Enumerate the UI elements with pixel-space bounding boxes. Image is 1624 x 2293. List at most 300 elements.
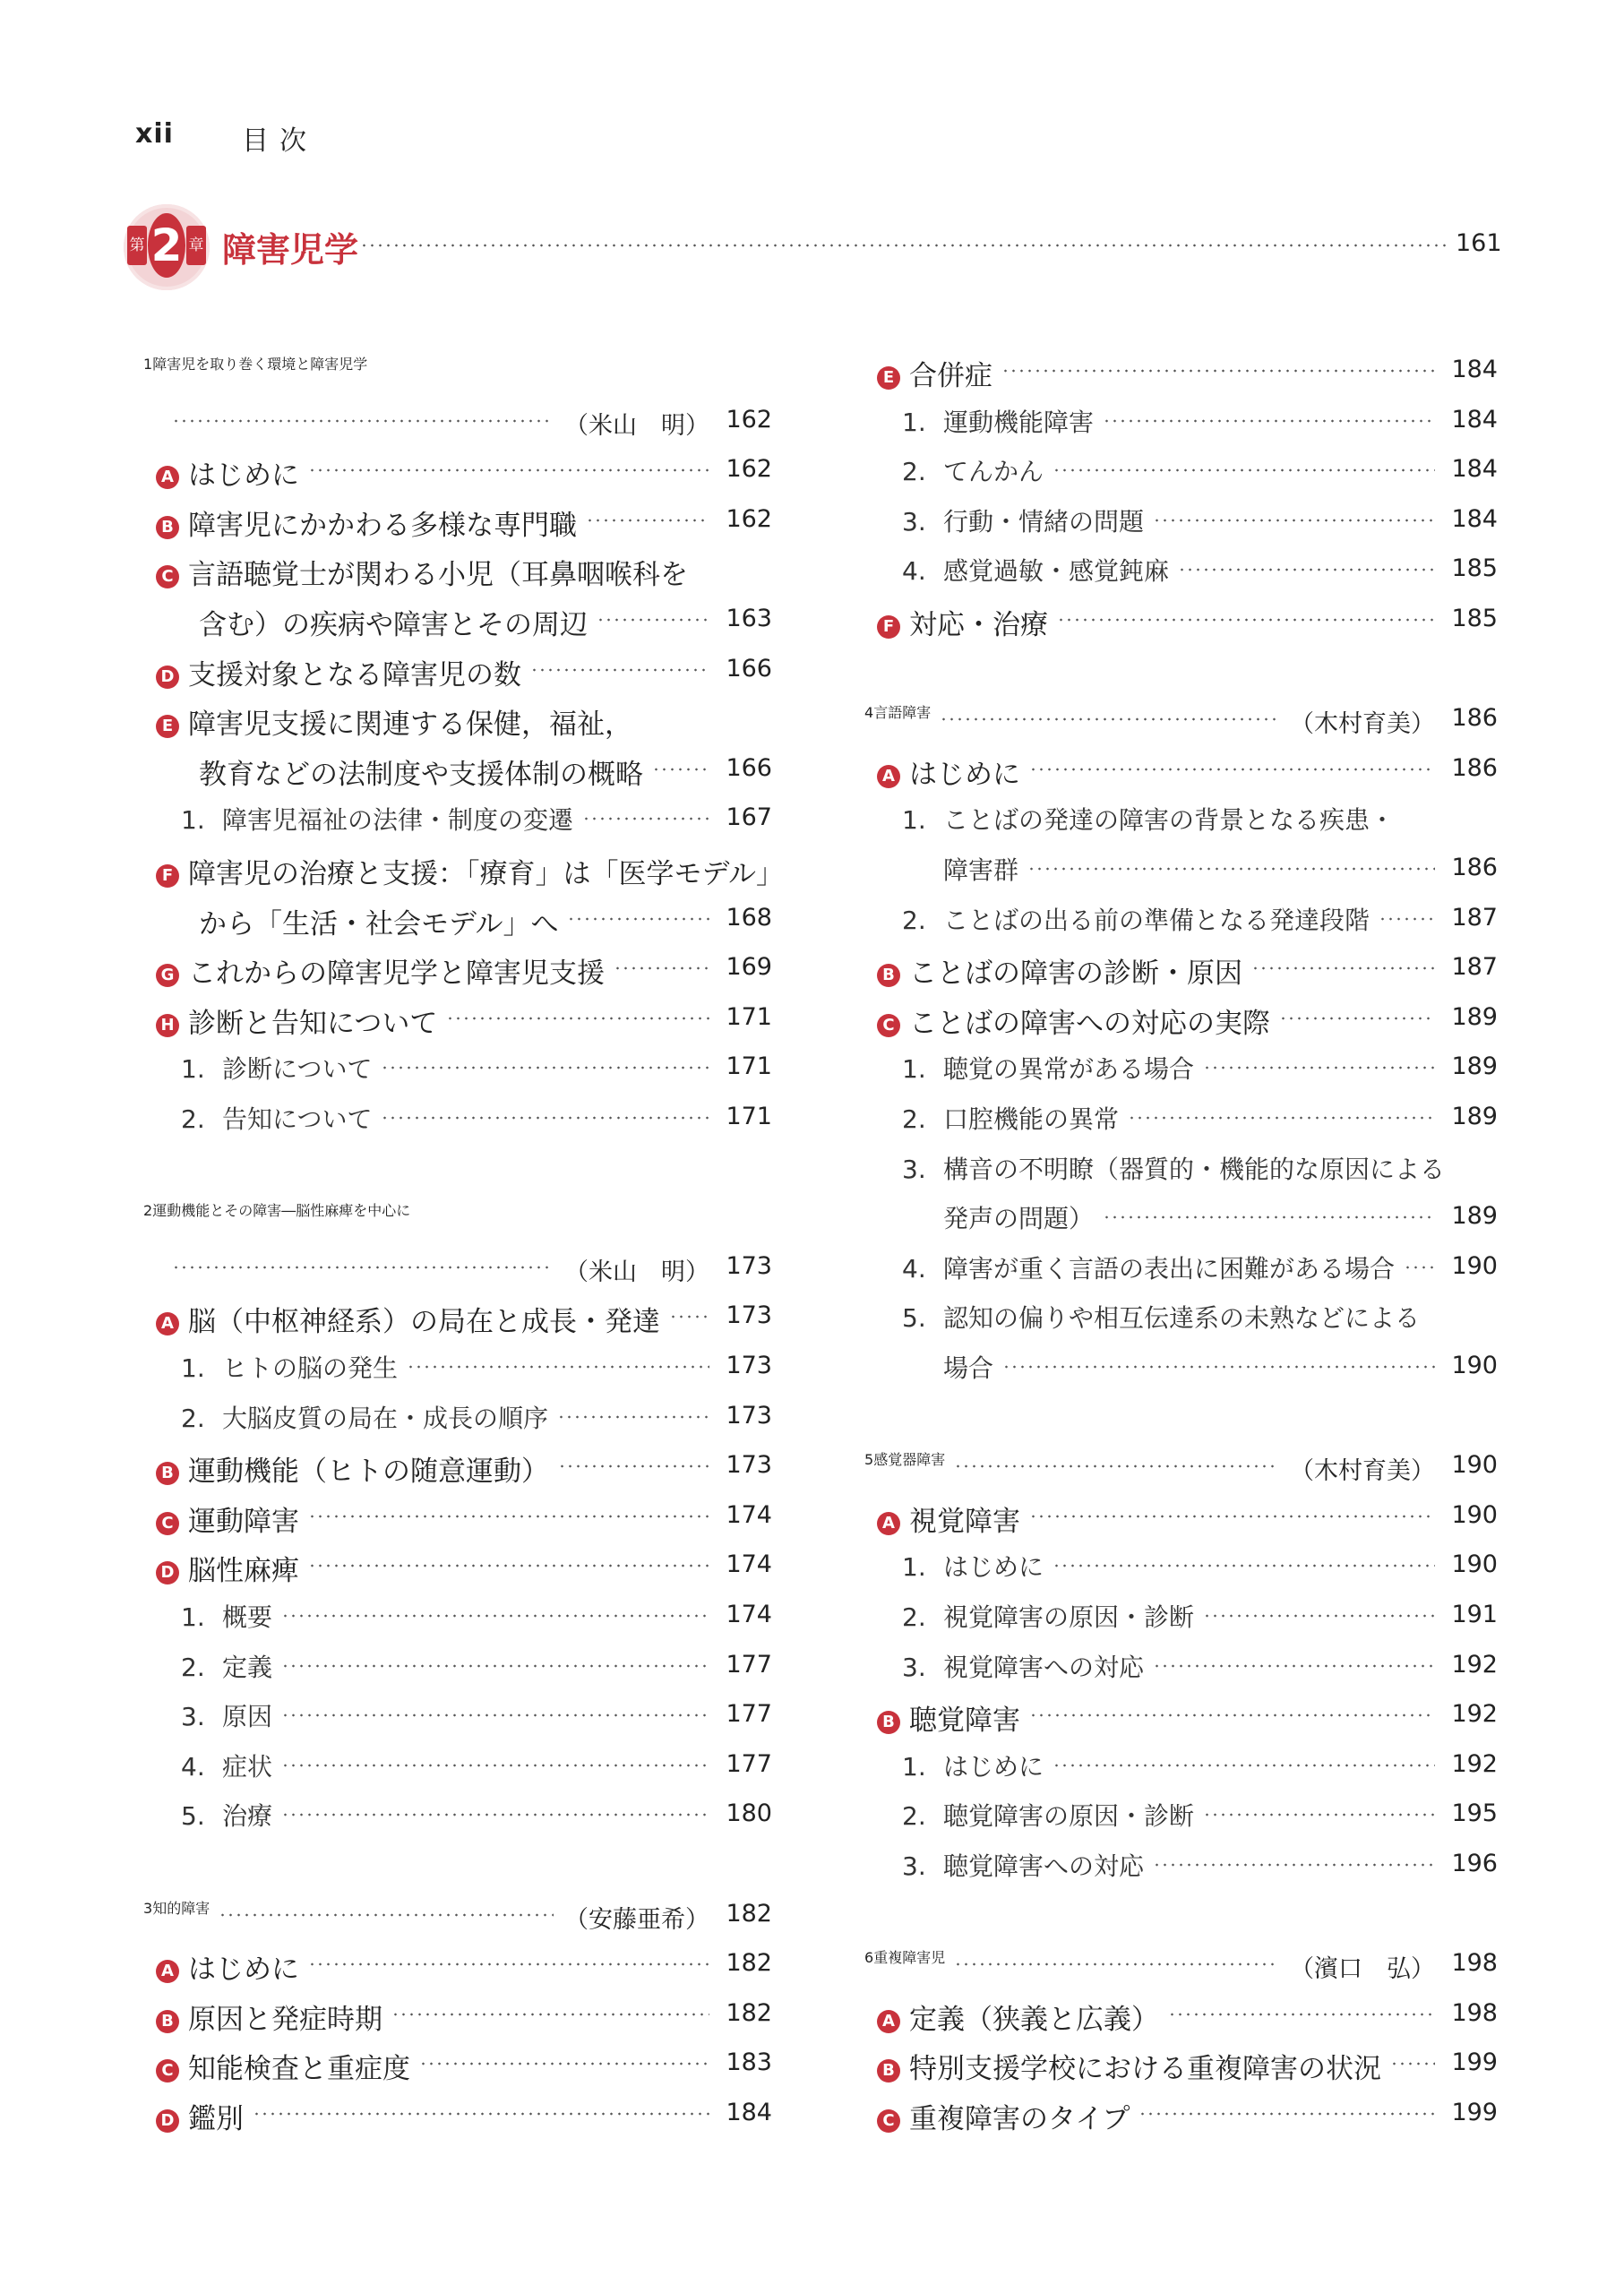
- toc-label: [902, 1748, 1044, 1783]
- item-number: 3.: [902, 506, 926, 537]
- chapter-prefix: 第: [127, 226, 147, 265]
- item-number: 4.: [902, 556, 926, 587]
- toc-item[interactable]: [902, 1044, 1498, 1087]
- toc-label: [181, 1050, 372, 1086]
- toc-page-number: 162: [726, 504, 772, 533]
- toc-text: これからの障害児学と障害児支援: [188, 958, 605, 991]
- letter-badge-icon: A: [156, 466, 179, 489]
- leader-dots: [172, 1266, 554, 1269]
- toc-page-number: 166: [726, 753, 772, 782]
- letter-badge-icon: E: [877, 366, 900, 390]
- toc-entry[interactable]: [156, 1493, 772, 1536]
- toc-entry[interactable]: [877, 348, 1498, 391]
- toc-entry[interactable]: [156, 1991, 772, 2034]
- toc-text: ことばの出る前の準備となる発達段階: [943, 905, 1371, 935]
- item-number: 3.: [181, 1702, 205, 1732]
- item-number: 1.: [902, 1552, 926, 1583]
- toc-entry[interactable]: [172, 398, 772, 441]
- toc-label: [181, 1349, 398, 1385]
- toc-page-number: 180: [726, 1799, 772, 1828]
- toc-label: [877, 602, 1048, 642]
- chapter-title[interactable]: 障害児学: [222, 230, 359, 270]
- chapter-suffix: 章: [186, 226, 206, 265]
- toc-page-number: 196: [1451, 1850, 1498, 1877]
- leader-dots: [391, 2013, 709, 2016]
- toc-label: [864, 1946, 945, 1967]
- toc-entry[interactable]: [156, 1293, 772, 1339]
- toc-page-number: 192: [1451, 1700, 1498, 1729]
- toc-section[interactable]: [864, 1443, 1498, 1486]
- toc-text: てんかん: [943, 457, 1044, 487]
- toc-text: 脳（中枢神経系）の局在と成長・発達: [188, 1306, 660, 1339]
- toc-page-number: 182: [726, 1899, 772, 1928]
- toc-text: 言語障害: [873, 704, 932, 722]
- toc-text: ことばの障害への対応の実際: [909, 1007, 1270, 1040]
- leader-dots: [1103, 1215, 1435, 1219]
- toc-label: [902, 801, 1395, 837]
- toc-label: [181, 1748, 272, 1783]
- item-number: 5.: [181, 1801, 205, 1832]
- toc-section[interactable]: [143, 1892, 772, 1935]
- toc-page-number: 185: [1451, 554, 1498, 583]
- item-number: 2.: [181, 1403, 205, 1433]
- toc-item[interactable]: [181, 1742, 772, 1785]
- toc-page-number: 199: [1451, 2048, 1498, 2077]
- toc-text: 概要: [222, 1602, 273, 1632]
- leader-dots: [1053, 1564, 1435, 1567]
- leader-dots: [940, 717, 1279, 721]
- toc-text: はじめに: [909, 758, 1020, 791]
- toc-label: [156, 851, 784, 891]
- toc-entry[interactable]: [877, 995, 1498, 1038]
- toc-label: [156, 1299, 660, 1339]
- leader-dots: [1139, 2112, 1435, 2116]
- toc-entry[interactable]: [156, 1941, 772, 1987]
- toc-label: [877, 353, 992, 393]
- toc-page-number: 182: [726, 1998, 772, 2027]
- leader-dots: [530, 668, 709, 672]
- letter-badge-icon: D: [156, 1561, 179, 1584]
- leader-dots: [219, 1913, 554, 1917]
- leader-dots: [567, 917, 709, 921]
- toc-label: [902, 1050, 1194, 1086]
- toc-page-number: 186: [1451, 854, 1498, 881]
- toc-text: 脳性麻痺: [188, 1555, 299, 1588]
- toc-text: 聴覚障害の原因・診断: [943, 1801, 1195, 1832]
- toc-label: [877, 950, 1242, 991]
- toc-page-number: 190: [1451, 1550, 1498, 1579]
- toc-item[interactable]: [902, 1293, 1498, 1336]
- toc-item[interactable]: [902, 398, 1498, 441]
- toc-text: 口腔機能の異常: [943, 1104, 1120, 1134]
- leader-dots: [1053, 1764, 1435, 1767]
- toc-page-number: 184: [726, 2099, 772, 2126]
- leader-dots: [614, 966, 709, 970]
- toc-item[interactable]: [902, 1095, 1498, 1138]
- leader-dots: [308, 1564, 709, 1567]
- toc-item[interactable]: [902, 1643, 1498, 1686]
- item-number: 1.: [181, 1353, 205, 1383]
- toc-label: [181, 1797, 272, 1833]
- toc-item[interactable]: [181, 1791, 772, 1834]
- toc-item[interactable]: [181, 1593, 772, 1636]
- toc-text: 鑑別: [188, 2103, 244, 2135]
- toc-item[interactable]: [181, 1643, 772, 1686]
- toc-text: 行動・情緒の問題: [943, 506, 1145, 537]
- letter-badge-icon: A: [156, 1312, 179, 1335]
- toc-item[interactable]: [902, 1842, 1498, 1885]
- item-number: 3.: [902, 1851, 926, 1881]
- toc-entry[interactable]: [877, 945, 1498, 991]
- item-number: 4.: [902, 1253, 926, 1284]
- item-number: 1.: [902, 1751, 926, 1782]
- toc-label: [902, 1150, 1445, 1186]
- toc-page-number: 189: [1451, 1002, 1498, 1031]
- leader-dots: [1203, 1066, 1435, 1069]
- toc-section[interactable]: [143, 1194, 772, 1237]
- toc-entry[interactable]: [156, 1443, 772, 1489]
- leader-dots: [1390, 2062, 1435, 2065]
- letter-badge-icon: A: [877, 1512, 900, 1535]
- toc-label: [943, 1199, 1094, 1235]
- toc-label: [143, 1199, 410, 1220]
- item-number: 1.: [181, 1602, 205, 1632]
- toc-item[interactable]: [902, 1542, 1498, 1585]
- toc-text: 知的障害: [152, 1899, 211, 1917]
- toc-text: 聴覚障害: [909, 1705, 1020, 1738]
- leader-dots: [281, 1664, 709, 1668]
- toc-page-number: 173: [726, 1251, 772, 1280]
- leader-dots: [308, 468, 709, 472]
- toc-page-number: 183: [726, 2048, 772, 2077]
- item-number: 1.: [902, 407, 926, 437]
- toc-label: [156, 552, 688, 592]
- toc-label: [877, 1001, 1270, 1041]
- toc-label: [902, 1299, 1420, 1335]
- toc-text: から「生活・社会モデル」へ: [199, 907, 559, 940]
- item-number: 3.: [902, 1154, 926, 1184]
- toc-label: [156, 2096, 244, 2136]
- leader-dots: [281, 1764, 709, 1767]
- leader-dots: [419, 2062, 709, 2065]
- letter-badge-icon: C: [156, 2059, 179, 2083]
- toc-text: 告知について: [222, 1104, 373, 1134]
- letter-badge-icon: H: [156, 1014, 179, 1037]
- section-number: 2: [143, 1202, 153, 1220]
- toc-text: 聴覚の異常がある場合: [943, 1054, 1195, 1085]
- toc-label: [156, 2046, 410, 2086]
- toc-text: 診断について: [222, 1054, 373, 1085]
- toc-label: [199, 602, 588, 642]
- toc-label: [902, 403, 1094, 439]
- section-number: 4: [864, 704, 874, 722]
- toc-page-number: 167: [726, 803, 772, 832]
- toc-text: はじめに: [943, 1751, 1044, 1782]
- item-number: 2.: [902, 1104, 926, 1134]
- toc-text: 大脳皮質の局在・成長の順序: [222, 1403, 549, 1433]
- section-number: 6: [864, 1949, 874, 1967]
- letter-badge-icon: C: [877, 1014, 900, 1037]
- leader-dots: [1203, 1614, 1435, 1618]
- toc-label: [156, 502, 577, 543]
- toc-label: [156, 1946, 299, 1987]
- letter-badge-icon: G: [156, 964, 179, 987]
- letter-badge-icon: A: [877, 2010, 900, 2033]
- toc-text: 重複障害児: [873, 1949, 946, 1967]
- toc-text: ことばの障害の診断・原因: [909, 958, 1242, 991]
- toc-page-number: 173: [726, 1401, 772, 1430]
- chapter-page-number: 161: [1456, 229, 1502, 257]
- toc-text: 視覚障害への対応: [943, 1652, 1145, 1682]
- toc-entry[interactable]: [877, 746, 1498, 789]
- toc-page-number: 190: [1451, 1352, 1498, 1379]
- leader-dots: [172, 419, 554, 423]
- leader-dots: [1153, 1863, 1435, 1867]
- leader-dots: [1251, 966, 1435, 970]
- toc-label: [156, 1001, 437, 1041]
- leader-dots: [652, 768, 709, 771]
- letter-badge-icon: B: [877, 2059, 900, 2083]
- toc-item[interactable]: [943, 1344, 1498, 1387]
- toc-text: 運動機能（ヒトの随意運動）: [188, 1456, 549, 1489]
- toc-entry[interactable]: [156, 696, 772, 742]
- leader-dots: [1053, 468, 1435, 472]
- item-number: 5.: [902, 1303, 926, 1334]
- toc-page-number: 191: [1451, 1601, 1498, 1628]
- toc-label: [902, 552, 1169, 588]
- toc-label: [864, 1448, 945, 1469]
- toc-label: [902, 1100, 1119, 1136]
- toc-page-number: 187: [1451, 953, 1498, 982]
- toc-entry[interactable]: [156, 447, 772, 493]
- letter-badge-icon: D: [156, 666, 179, 689]
- toc-label: [156, 1499, 299, 1539]
- toc-text: 重複障害のタイプ: [909, 2103, 1130, 2135]
- leader-dots: [308, 1962, 709, 1966]
- toc-text: 特別支援学校における重複障害の状況: [909, 2053, 1381, 2086]
- toc-text: 運動機能とその障害―脳性麻痺を中心に: [152, 1202, 411, 1220]
- toc-label: [902, 1847, 1144, 1883]
- toc-page-number: 168: [726, 903, 772, 932]
- toc-entry[interactable]: [199, 746, 772, 789]
- toc-label: [156, 1997, 382, 2037]
- toc-label: [943, 851, 1018, 887]
- toc-item[interactable]: [902, 546, 1498, 589]
- leader-dots: [669, 1315, 709, 1318]
- leader-dots: [407, 1365, 709, 1369]
- toc-entry[interactable]: [199, 896, 772, 939]
- letter-badge-icon: F: [877, 615, 900, 639]
- leader-dots: [954, 1962, 1279, 1966]
- toc-label: [902, 1648, 1144, 1684]
- toc-text: 障害児にかかわる多様な専門職: [188, 509, 577, 542]
- toc-text: 場合: [943, 1353, 994, 1383]
- toc-page-number: 189: [1451, 1202, 1498, 1231]
- toc-entry[interactable]: [877, 597, 1498, 640]
- letter-badge-icon: C: [156, 565, 179, 588]
- toc-page-number: 198: [1451, 1998, 1498, 2027]
- item-number: 1.: [902, 805, 926, 836]
- toc-label: [156, 452, 299, 493]
- leader-dots: [1027, 867, 1435, 871]
- toc-page-number: 185: [1451, 605, 1498, 632]
- toc-entry[interactable]: [156, 647, 772, 690]
- toc-text: 障害が重く言語の表出に困難がある場合: [943, 1253, 1396, 1284]
- toc-entry[interactable]: [156, 995, 772, 1038]
- toc-entry[interactable]: [199, 597, 772, 640]
- toc-text: 感覚過敏・感覚鈍麻: [943, 556, 1170, 587]
- toc-item[interactable]: [902, 447, 1498, 490]
- toc-item[interactable]: [902, 1244, 1498, 1287]
- letter-badge-icon: B: [877, 1711, 900, 1734]
- item-number: 1.: [902, 1054, 926, 1085]
- toc-entry[interactable]: [156, 497, 772, 540]
- toc-entry[interactable]: [156, 2040, 772, 2086]
- toc-entry[interactable]: [172, 1244, 772, 1287]
- leader-dots: [597, 618, 709, 622]
- toc-page-number: 184: [1451, 356, 1498, 383]
- toc-label: [181, 1648, 272, 1684]
- toc-text: 原因と発症時期: [188, 2003, 382, 2036]
- toc-entry[interactable]: [156, 546, 772, 592]
- toc-text: 障害児福祉の法律・制度の変遷: [222, 805, 574, 836]
- letter-badge-icon: C: [156, 1512, 179, 1535]
- running-title: 目次: [242, 125, 317, 157]
- toc-item[interactable]: [181, 1692, 772, 1735]
- toc-label: [181, 1399, 548, 1435]
- toc-text: 視覚障害の原因・診断: [943, 1602, 1195, 1632]
- toc-page-number: 162: [726, 455, 772, 484]
- toc-label: [199, 751, 643, 792]
- toc-entry[interactable]: [156, 1542, 772, 1588]
- toc-text: 障害児支援に関連する保健，福祉，: [188, 709, 632, 742]
- leader-dots: [558, 1464, 709, 1468]
- toc-entry[interactable]: [877, 1493, 1498, 1536]
- leader-dots: [381, 1066, 709, 1069]
- toc-text: 感覚器障害: [873, 1451, 946, 1469]
- toc-text: 構音の不明瞭（器質的・機能的な原因による: [943, 1154, 1446, 1184]
- item-number: 3.: [902, 1652, 926, 1682]
- letter-badge-icon: B: [156, 516, 179, 539]
- leader-dots: [1057, 618, 1435, 622]
- toc-label: [156, 701, 632, 742]
- toc-item[interactable]: [902, 1791, 1498, 1834]
- toc-entry[interactable]: [877, 2091, 1498, 2134]
- toc-item[interactable]: [943, 1194, 1498, 1237]
- leader-dots: [281, 1614, 709, 1618]
- toc-item[interactable]: [902, 1145, 1498, 1188]
- toc-page-number: 184: [1451, 455, 1498, 484]
- toc-item[interactable]: [181, 1044, 772, 1087]
- leader-dots: [281, 1713, 709, 1717]
- leader-dots: [954, 1464, 1279, 1468]
- toc-item[interactable]: [181, 1394, 772, 1437]
- toc-label: [877, 2046, 1381, 2086]
- toc-entry[interactable]: [156, 846, 784, 890]
- toc-label: [877, 751, 1020, 792]
- toc-item[interactable]: [902, 497, 1498, 540]
- toc-page-number: 186: [1451, 704, 1498, 733]
- toc-item[interactable]: [902, 795, 1498, 838]
- toc-item[interactable]: [902, 896, 1498, 939]
- toc-page-number: 173: [726, 1301, 772, 1330]
- chapter-leader-dots: [360, 224, 1449, 260]
- toc-page-number: 171: [726, 1052, 772, 1081]
- leader-dots: [582, 817, 709, 820]
- toc-page-number: 192: [1451, 1749, 1498, 1778]
- leader-dots: [308, 1515, 709, 1518]
- toc-author: （米山 明）: [564, 1258, 709, 1286]
- toc-text: 知能検査と重症度: [188, 2053, 410, 2086]
- toc-label: [877, 2096, 1130, 2136]
- toc-entry[interactable]: [877, 1991, 1498, 2034]
- toc-page-number: 190: [1451, 1251, 1498, 1280]
- toc-item[interactable]: [902, 1593, 1498, 1636]
- toc-text: 定義（狭義と広義）: [909, 2003, 1159, 2036]
- toc-section[interactable]: [143, 348, 772, 391]
- toc-text: 対応・治療: [909, 609, 1048, 641]
- leader-dots: [557, 1415, 709, 1419]
- toc-text: はじめに: [188, 459, 299, 493]
- toc-section[interactable]: [864, 696, 1498, 739]
- toc-page-number: 195: [1451, 1799, 1498, 1828]
- toc-label: [902, 452, 1044, 488]
- toc-label: [181, 1100, 372, 1136]
- toc-page-number: 171: [726, 1103, 772, 1130]
- toc-label: [143, 353, 367, 374]
- toc-item[interactable]: [181, 795, 772, 838]
- item-number: 2.: [902, 457, 926, 487]
- leader-dots: [1029, 1713, 1435, 1717]
- letter-badge-icon: E: [156, 715, 179, 738]
- toc-text: ヒトの脳の発生: [222, 1353, 399, 1383]
- letter-badge-icon: B: [156, 2010, 179, 2033]
- item-number: 1.: [181, 805, 205, 836]
- toc-item[interactable]: [181, 1095, 772, 1138]
- toc-label: [156, 950, 605, 991]
- toc-text: 定義: [222, 1652, 273, 1682]
- toc-entry[interactable]: [877, 2040, 1498, 2086]
- toc-text: 言語聴覚士が関わる小児（耳鼻咽喉科を: [188, 559, 688, 592]
- toc-item[interactable]: [902, 1742, 1498, 1785]
- letter-badge-icon: C: [877, 2109, 900, 2133]
- letter-badge-icon: B: [156, 1462, 179, 1485]
- toc-page-number: 173: [726, 1352, 772, 1379]
- leader-dots: [1128, 1116, 1435, 1120]
- leader-dots: [1168, 2013, 1435, 2016]
- toc-label: [902, 901, 1370, 937]
- toc-text: 視覚障害: [909, 1505, 1020, 1538]
- toc-entry[interactable]: [156, 2091, 772, 2134]
- toc-item[interactable]: [181, 1344, 772, 1387]
- toc-text: 診断と告知について: [188, 1007, 438, 1040]
- toc-section[interactable]: [864, 1941, 1498, 1984]
- toc-item[interactable]: [943, 846, 1498, 889]
- item-number: 2.: [181, 1104, 205, 1134]
- toc-author: （木村育美）: [1290, 1457, 1435, 1486]
- toc-page-number: 189: [1451, 1052, 1498, 1081]
- leader-dots: [1404, 1266, 1435, 1269]
- section-number: 5: [864, 1451, 874, 1469]
- leader-dots: [1029, 1515, 1435, 1518]
- item-number: 1.: [181, 1054, 205, 1085]
- toc-entry[interactable]: [156, 945, 772, 991]
- toc-text: 教育などの法制度や支援体制の概略: [199, 758, 643, 791]
- letter-badge-icon: A: [156, 1960, 179, 1983]
- toc-author: （安藤亜希）: [564, 1905, 709, 1934]
- toc-entry[interactable]: [877, 1692, 1498, 1738]
- toc-text: ことばの発達の障害の背景となる疾患・: [943, 805, 1396, 836]
